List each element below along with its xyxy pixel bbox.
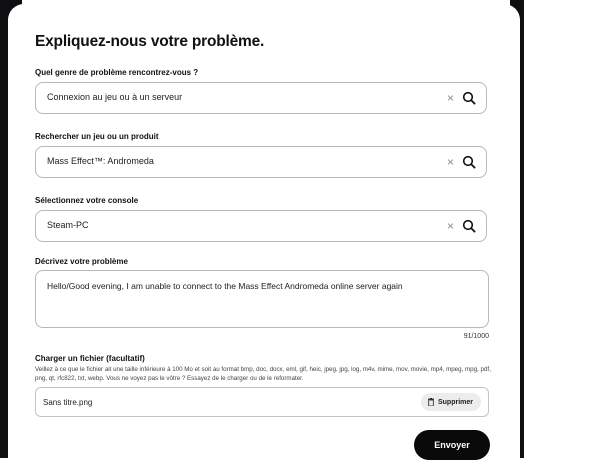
remove-file-button[interactable]	[421, 393, 481, 411]
remove-file-label: Supprimer	[437, 398, 473, 406]
console-label: Sélectionnez votre console	[35, 196, 139, 205]
problem-type-value: Connexion au jeu ou à un serveur	[47, 92, 183, 102]
uploaded-file-row	[35, 387, 489, 417]
product-field[interactable]	[35, 146, 487, 178]
product-value: Mass Effect™: Andromeda	[47, 156, 154, 166]
clear-icon[interactable]: ×	[446, 219, 454, 233]
trash-icon	[428, 398, 434, 406]
search-icon[interactable]	[462, 155, 476, 169]
problem-type-label: Quel genre de problème rencontrez-vous ?	[35, 68, 199, 77]
upload-label: Charger un fichier (facultatif)	[35, 354, 145, 363]
clear-icon[interactable]: ×	[446, 155, 454, 169]
product-label: Rechercher un jeu ou un produit	[35, 132, 159, 141]
console-value: Steam-PC	[47, 220, 89, 230]
description-value: Hello/Good evening, I am unable to connect to the Mass Effect Andromeda online server again	[47, 281, 403, 291]
upload-help-text: Veillez à ce que le fichier ait une taille inférieure à 100 Mo et soit au format bmp, doc, docx, eml, gif, heic, jpeg, jpg, log, m4v, mime, mov, movie, mp4, mpeg, mpg, pdf, png, qt, rfc822, txt, webp. Vous ne voyez pas le vôtre ? Essayez de le charger ou de le reformater.	[35, 366, 491, 382]
search-icon[interactable]	[462, 219, 476, 233]
problem-type-field[interactable]	[35, 82, 487, 114]
search-icon[interactable]	[462, 91, 476, 105]
character-counter: 91/1000	[463, 333, 489, 340]
page-title: Expliquez-nous votre problème.	[35, 33, 265, 50]
file-name: Sans titre.png	[43, 398, 93, 407]
clear-icon[interactable]: ×	[446, 91, 454, 105]
description-label: Décrivez votre problème	[35, 257, 128, 266]
send-button[interactable]: Envoyer	[414, 430, 490, 460]
console-field[interactable]	[35, 210, 487, 242]
description-textarea[interactable]	[35, 270, 489, 340]
